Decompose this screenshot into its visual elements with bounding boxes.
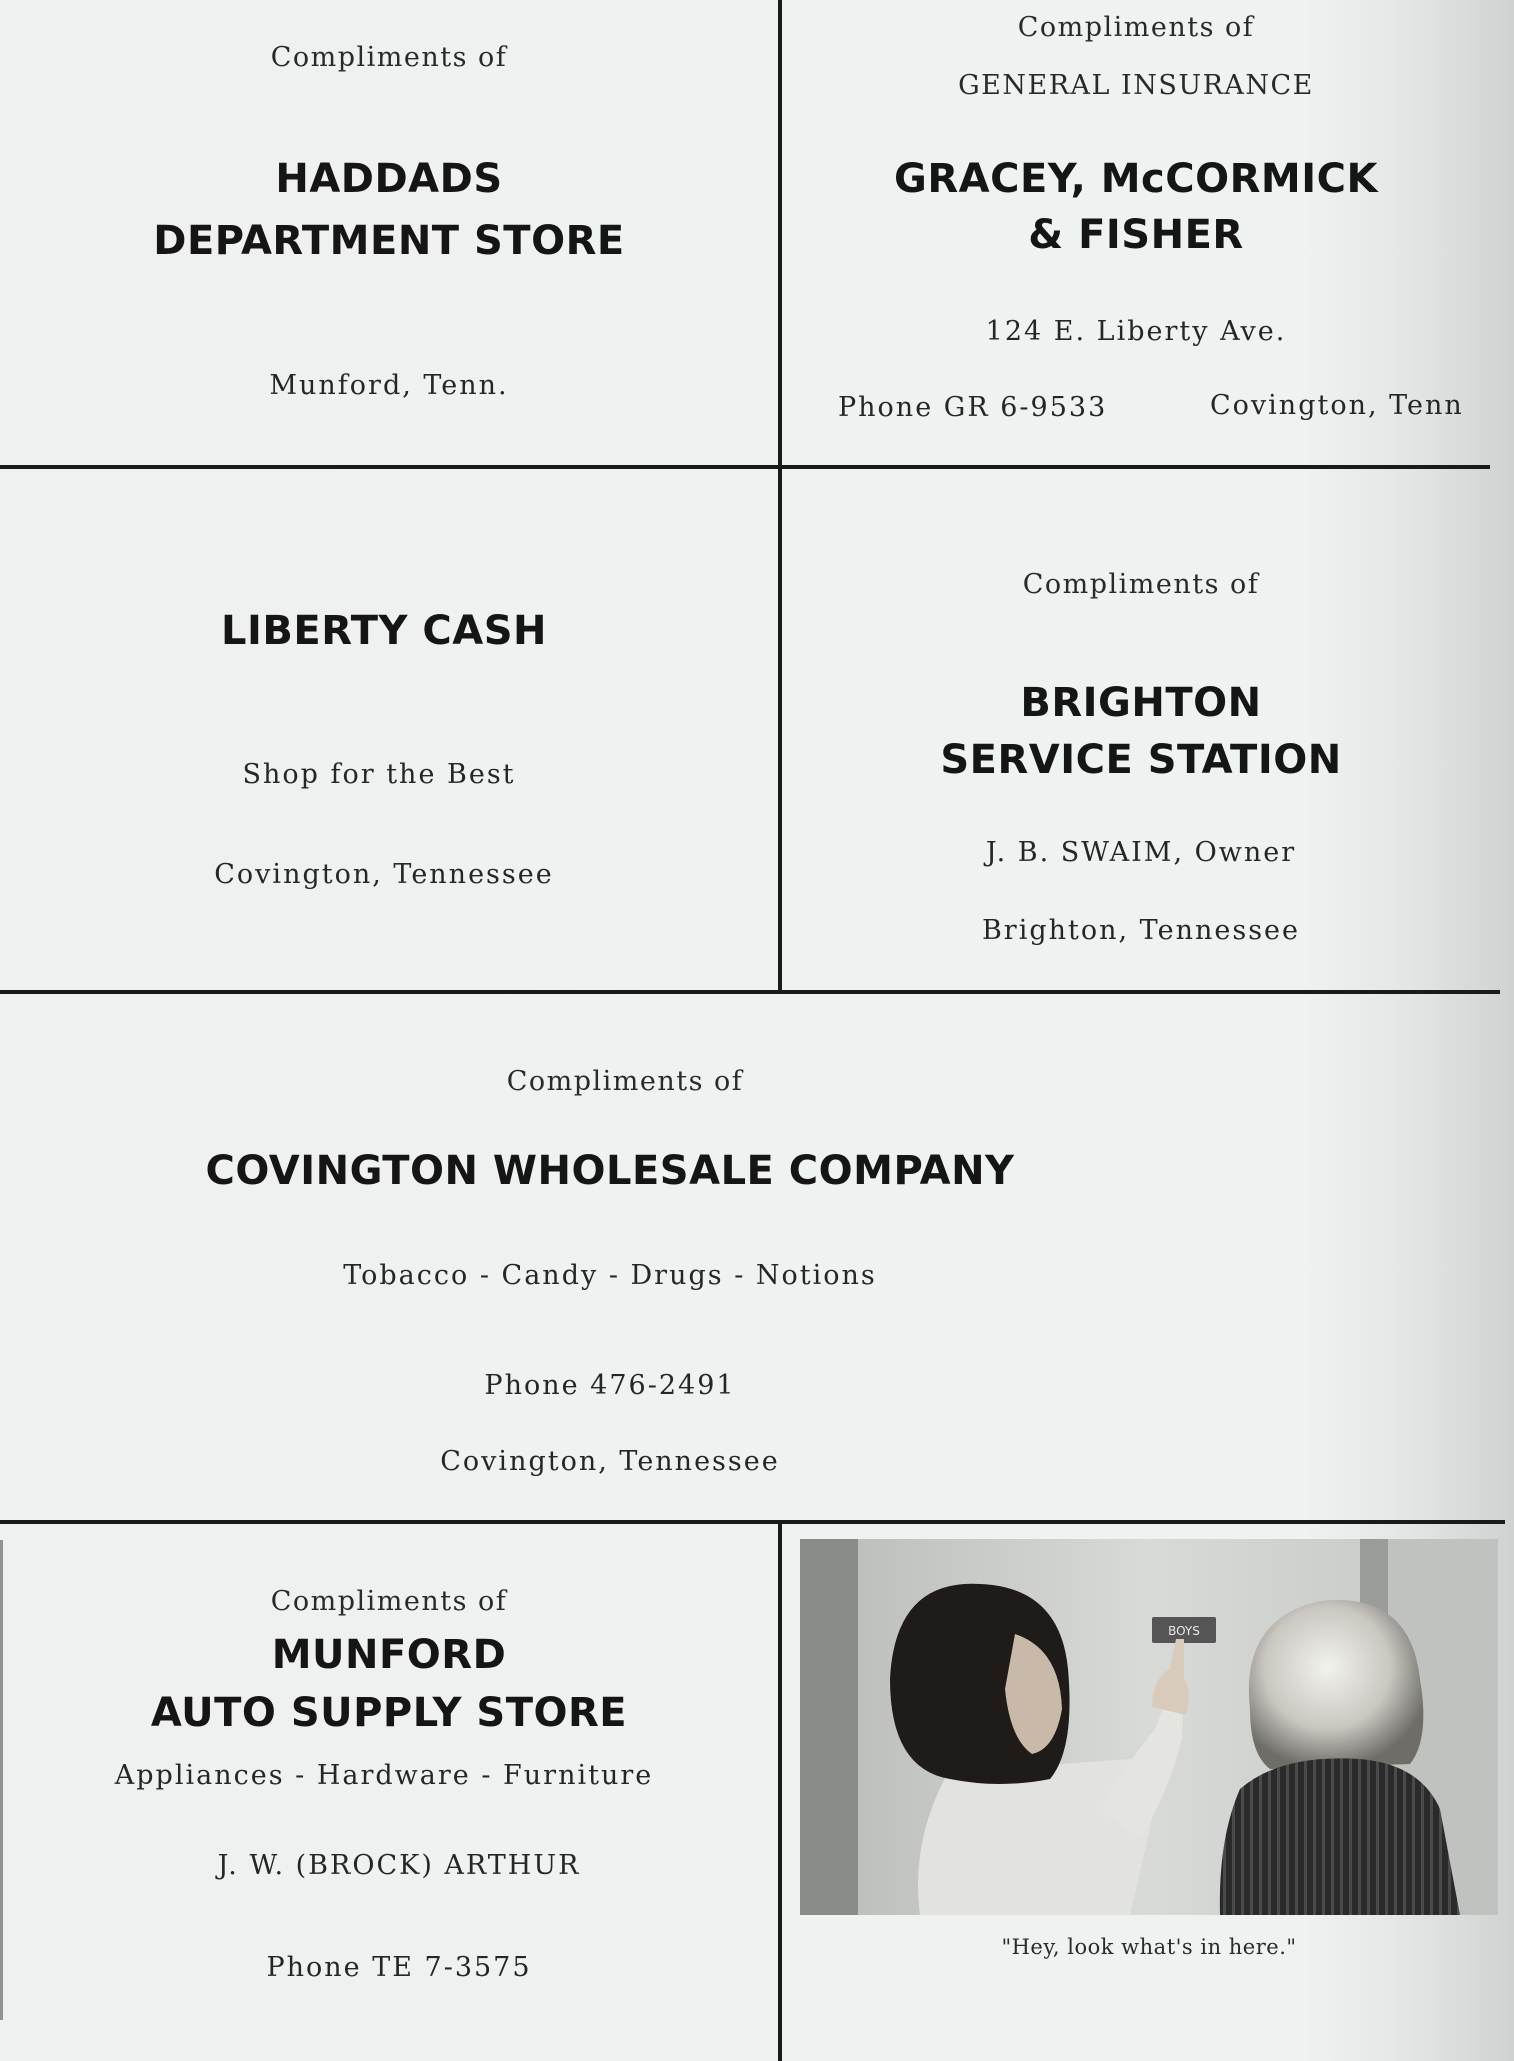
photo-illustration (800, 1539, 1498, 1915)
gracey-subtitle: GENERAL INSURANCE (958, 70, 1314, 101)
ad-liberty-cash (0, 469, 778, 990)
brighton-name-line2: SERVICE STATION (940, 737, 1342, 783)
brighton-owner: J. B. SWAIM, Owner (985, 837, 1297, 868)
candid-photo-boys-room (800, 1539, 1498, 1915)
gracey-location: Covington, Tenn (1210, 390, 1464, 421)
haddads-name-line2: DEPARTMENT STORE (153, 218, 625, 264)
covington-wholesale-name: COVINGTON WHOLESALE COMPANY (205, 1148, 1015, 1194)
covington-wholesale-location: Covington, Tennessee (440, 1446, 780, 1477)
photo-caption: "Hey, look what's in here." (1001, 1935, 1297, 1959)
ad-brighton-service-station (782, 469, 1500, 990)
covington-wholesale-phone: Phone 476-2491 (484, 1370, 736, 1401)
munford-auto-compliments: Compliments of (270, 1586, 508, 1617)
liberty-slogan: Shop for the Best (242, 759, 516, 790)
munford-auto-products: Appliances - Hardware - Furniture (114, 1760, 654, 1791)
liberty-location: Covington, Tennessee (214, 859, 554, 890)
gracey-phone: Phone GR 6-9533 (838, 392, 1108, 423)
munford-auto-name-line2: AUTO SUPPLY STORE (150, 1690, 628, 1736)
brighton-compliments: Compliments of (1022, 569, 1260, 600)
covington-wholesale-products: Tobacco - Candy - Drugs - Notions (343, 1260, 877, 1291)
ad-gracey-mccormick-fisher (782, 0, 1490, 465)
brighton-location: Brighton, Tennessee (981, 915, 1301, 946)
gracey-name-line1: GRACEY, McCORMICK (894, 156, 1378, 202)
munford-auto-name-line1: MUNFORD (271, 1632, 507, 1678)
boys-sign-text: BOYS (1168, 1624, 1200, 1638)
divider-vertical-bottom (778, 1520, 782, 2061)
ad-haddads (0, 0, 778, 465)
liberty-name: LIBERTY CASH (221, 608, 547, 654)
haddads-name-line1: HADDADS (275, 156, 503, 202)
covington-wholesale-compliments: Compliments of (506, 1066, 744, 1097)
gracey-name-line2: & FISHER (1028, 212, 1244, 258)
gracey-address: 124 E. Liberty Ave. (985, 316, 1287, 347)
gracey-compliments: Compliments of (1017, 12, 1255, 43)
munford-auto-owner: J. W. (BROCK) ARTHUR (217, 1850, 581, 1881)
ad-covington-wholesale (0, 994, 1500, 1520)
haddads-compliments: Compliments of (270, 42, 508, 73)
ad-munford-auto-supply (0, 1524, 778, 2061)
haddads-location: Munford, Tenn. (269, 370, 509, 401)
munford-auto-phone: Phone TE 7-3575 (266, 1952, 532, 1983)
brighton-name-line1: BRIGHTON (1020, 680, 1262, 726)
